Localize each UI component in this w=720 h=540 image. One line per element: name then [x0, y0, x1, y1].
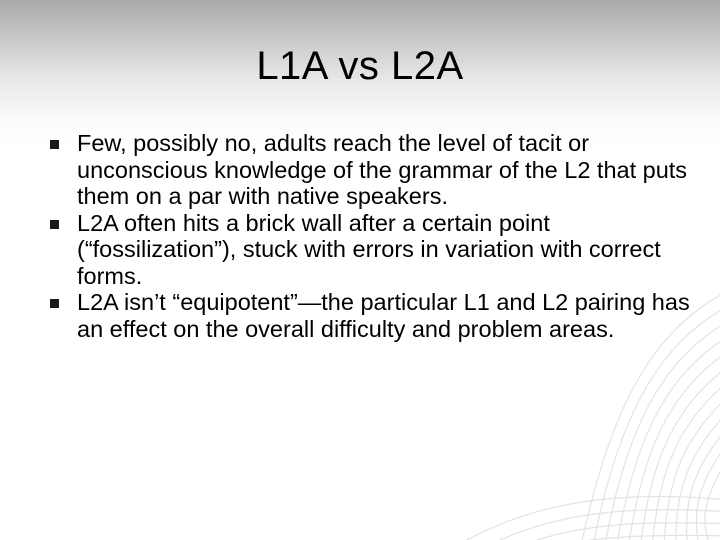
bullet-text: L2A often hits a brick wall after a certain point (“fossilization”), stuck with errors in variation with correct forms. — [77, 209, 661, 289]
square-bullet-icon — [50, 140, 59, 149]
bullet-item — [50, 210, 700, 290]
slide-title: L1A vs L2A — [256, 44, 464, 88]
bullet-item — [50, 289, 700, 342]
bullet-text: L2A isn’t “equipotent”—the particular L1 and L2 pairing has an effect on the overall difficulty and problem areas. — [77, 289, 690, 342]
square-bullet-icon — [50, 220, 59, 229]
square-bullet-icon — [50, 299, 59, 308]
bullet-item — [50, 130, 700, 210]
bullet-text: Few, possibly no, adults reach the level of tacit or unconscious knowledge of the grammar of the L2 that puts them on a par with native speakers. — [77, 130, 688, 209]
bullet-list — [50, 130, 700, 342]
